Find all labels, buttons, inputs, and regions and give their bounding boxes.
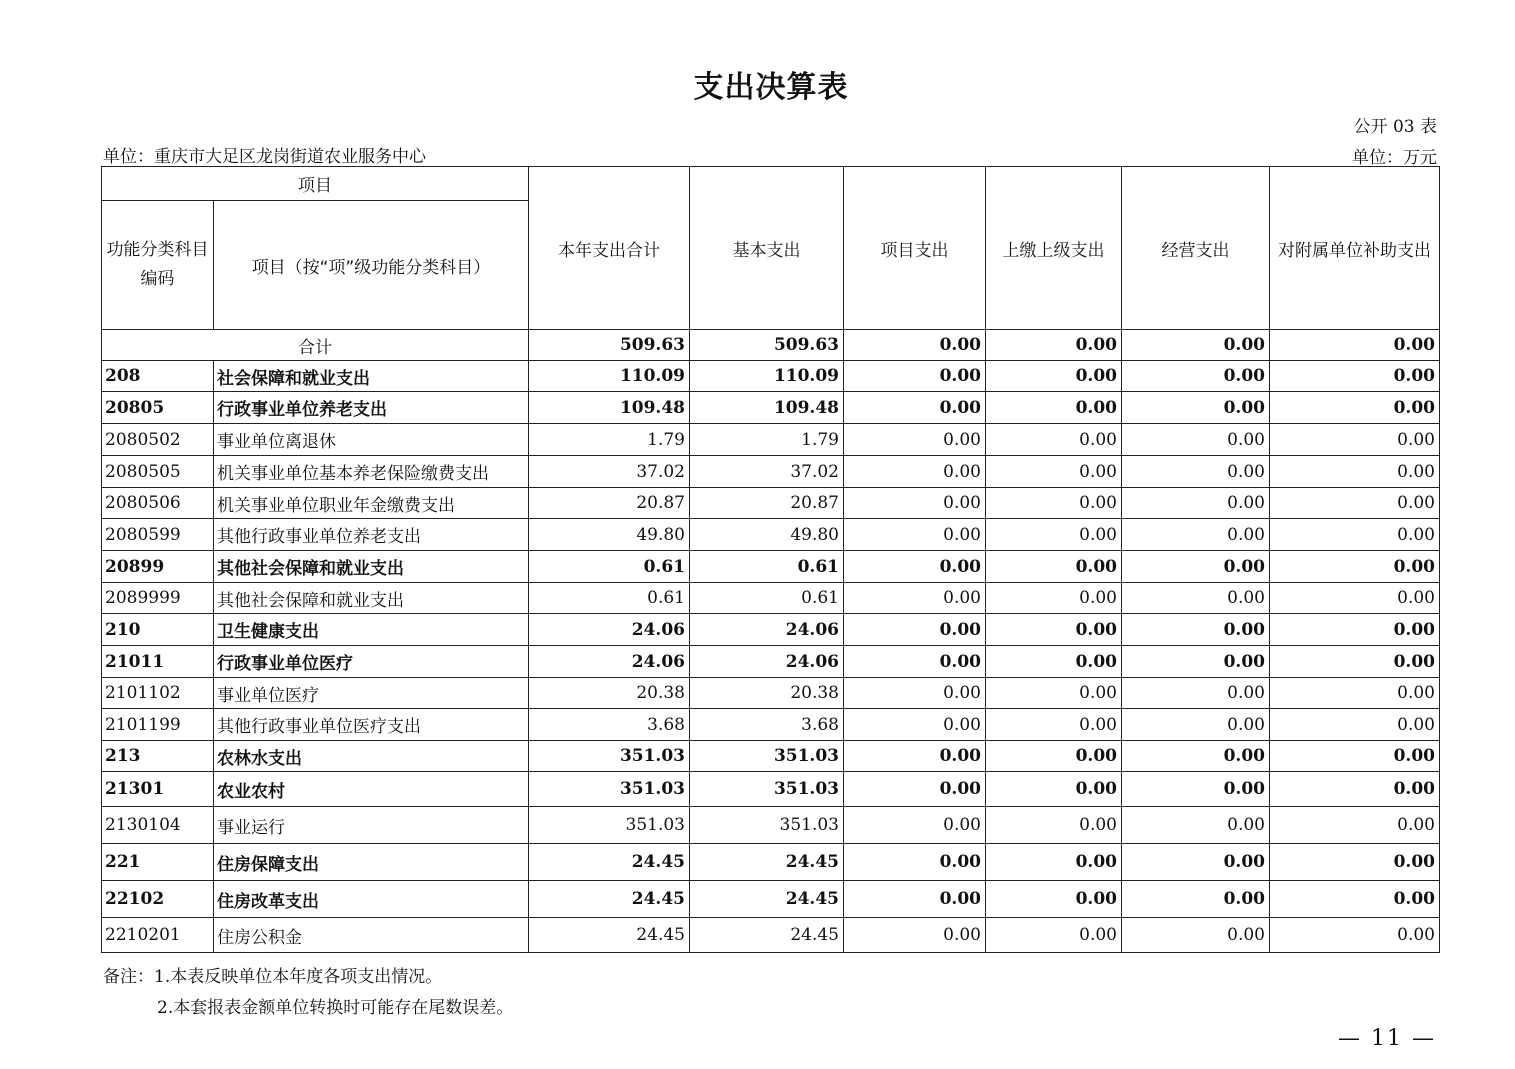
row-name: 事业单位离退休 — [214, 424, 529, 456]
row-value: 0.00 — [1122, 456, 1270, 488]
row-value: 0.00 — [844, 918, 986, 953]
row-value: 0.00 — [844, 772, 986, 807]
row-value: 0.00 — [1122, 881, 1270, 918]
table-row — [102, 424, 1440, 456]
row-value: 0.00 — [1270, 709, 1440, 741]
row-value: 109.48 — [529, 392, 690, 424]
row-value: 0.00 — [986, 646, 1122, 678]
row-value: 0.00 — [844, 392, 986, 424]
row-code: 20805 — [102, 392, 214, 424]
total-cell: 509.63 — [529, 330, 690, 361]
row-value: 0.00 — [1270, 488, 1440, 519]
row-value: 0.00 — [986, 709, 1122, 741]
row-name: 住房保障支出 — [214, 844, 529, 881]
header-total: 本年支出合计 — [529, 167, 690, 330]
total-cell: 509.63 — [690, 330, 844, 361]
row-code: 2080599 — [102, 519, 214, 551]
row-value: 0.00 — [1270, 741, 1440, 772]
row-value: 0.00 — [1122, 918, 1270, 953]
table-row — [102, 844, 1440, 881]
row-value: 1.79 — [529, 424, 690, 456]
organization-label: 单位：重庆市大足区龙岗街道农业服务中心 — [103, 147, 426, 167]
row-name: 事业运行 — [214, 807, 529, 844]
row-value: 0.00 — [986, 678, 1122, 709]
row-value: 0.61 — [690, 551, 844, 583]
row-value: 0.00 — [844, 741, 986, 772]
row-value: 0.00 — [1270, 772, 1440, 807]
table-body — [102, 330, 1440, 953]
row-name: 机关事业单位基本养老保险缴费支出 — [214, 456, 529, 488]
row-value: 20.38 — [529, 678, 690, 709]
table-row — [102, 456, 1440, 488]
row-value: 0.00 — [986, 551, 1122, 583]
header-upper-level: 上缴上级支出 — [986, 167, 1122, 330]
note-2: 2.本套报表金额单位转换时可能存在尾数误差。 — [157, 998, 514, 1018]
row-code: 2089999 — [102, 583, 214, 614]
row-value: 109.48 — [690, 392, 844, 424]
row-value: 351.03 — [690, 772, 844, 807]
row-value: 110.09 — [690, 361, 844, 392]
row-code: 22102 — [102, 881, 214, 918]
row-code: 2210201 — [102, 918, 214, 953]
notes — [103, 962, 513, 1024]
row-code: 21301 — [102, 772, 214, 807]
row-value: 20.87 — [529, 488, 690, 519]
row-value: 0.00 — [844, 456, 986, 488]
row-name: 农林水支出 — [214, 741, 529, 772]
row-value: 0.00 — [1122, 678, 1270, 709]
row-value: 0.00 — [844, 646, 986, 678]
row-value: 0.00 — [844, 807, 986, 844]
row-value: 24.45 — [529, 918, 690, 953]
row-value: 0.00 — [986, 741, 1122, 772]
row-value: 3.68 — [690, 709, 844, 741]
row-name: 卫生健康支出 — [214, 614, 529, 646]
row-value: 0.00 — [1270, 678, 1440, 709]
row-value: 37.02 — [690, 456, 844, 488]
row-value: 0.00 — [844, 424, 986, 456]
header-project: 项目 — [102, 167, 529, 201]
row-value: 0.00 — [844, 488, 986, 519]
row-value: 0.00 — [986, 488, 1122, 519]
table-row — [102, 807, 1440, 844]
row-code: 208 — [102, 361, 214, 392]
row-value: 0.00 — [1122, 772, 1270, 807]
row-value: 351.03 — [529, 772, 690, 807]
table-row — [102, 614, 1440, 646]
row-code: 2080506 — [102, 488, 214, 519]
row-value: 110.09 — [529, 361, 690, 392]
row-code: 2101199 — [102, 709, 214, 741]
row-value: 0.61 — [529, 583, 690, 614]
row-code: 20899 — [102, 551, 214, 583]
header-subsidy: 对附属单位补助支出 — [1270, 167, 1440, 330]
row-value: 0.00 — [1270, 519, 1440, 551]
row-value: 0.00 — [844, 614, 986, 646]
row-value: 0.00 — [1270, 614, 1440, 646]
row-value: 49.80 — [529, 519, 690, 551]
table-row — [102, 709, 1440, 741]
row-value: 0.00 — [986, 772, 1122, 807]
row-value: 0.00 — [1270, 881, 1440, 918]
row-name: 机关事业单位职业年金缴费支出 — [214, 488, 529, 519]
row-value: 0.00 — [1122, 583, 1270, 614]
row-value: 0.00 — [1270, 424, 1440, 456]
row-value: 0.00 — [986, 844, 1122, 881]
row-code: 213 — [102, 741, 214, 772]
row-value: 0.00 — [1270, 392, 1440, 424]
total-cell: 0.00 — [1122, 330, 1270, 361]
row-value: 0.00 — [986, 881, 1122, 918]
row-name: 其他社会保障和就业支出 — [214, 583, 529, 614]
row-value: 0.00 — [1270, 844, 1440, 881]
row-value: 0.00 — [1122, 646, 1270, 678]
row-value: 24.06 — [690, 646, 844, 678]
table-row — [102, 392, 1440, 424]
note-1: 备注：1.本表反映单位本年度各项支出情况。 — [103, 967, 443, 987]
row-value: 0.00 — [1270, 646, 1440, 678]
row-value: 351.03 — [529, 807, 690, 844]
row-name: 其他社会保障和就业支出 — [214, 551, 529, 583]
total-cell: 0.00 — [844, 330, 986, 361]
row-value: 24.06 — [529, 614, 690, 646]
row-code: 2130104 — [102, 807, 214, 844]
row-value: 0.00 — [986, 361, 1122, 392]
form-number: 公开 03 表 — [1353, 117, 1437, 137]
row-value: 0.61 — [529, 551, 690, 583]
table-row — [102, 772, 1440, 807]
row-value: 0.00 — [844, 709, 986, 741]
row-name: 事业单位医疗 — [214, 678, 529, 709]
row-value: 24.06 — [529, 646, 690, 678]
row-value: 0.00 — [1122, 807, 1270, 844]
row-value: 24.45 — [690, 844, 844, 881]
row-value: 24.06 — [690, 614, 844, 646]
table-row — [102, 583, 1440, 614]
table-header — [102, 167, 1440, 330]
table-row — [102, 881, 1440, 918]
total-label: 合计 — [102, 330, 529, 361]
row-code: 2080502 — [102, 424, 214, 456]
row-value: 0.00 — [1122, 551, 1270, 583]
row-value: 24.45 — [529, 881, 690, 918]
row-name: 其他行政事业单位医疗支出 — [214, 709, 529, 741]
row-value: 37.02 — [529, 456, 690, 488]
header-business: 经营支出 — [1122, 167, 1270, 330]
page-number: — 11 — — [1338, 1026, 1436, 1051]
row-value: 24.45 — [690, 881, 844, 918]
table-row — [102, 918, 1440, 953]
row-code: 2080505 — [102, 456, 214, 488]
total-cell: 0.00 — [986, 330, 1122, 361]
row-value: 20.38 — [690, 678, 844, 709]
header-basic: 基本支出 — [690, 167, 844, 330]
row-value: 0.00 — [986, 807, 1122, 844]
row-name: 其他行政事业单位养老支出 — [214, 519, 529, 551]
row-value: 0.00 — [986, 392, 1122, 424]
row-value: 0.00 — [986, 456, 1122, 488]
row-value: 0.00 — [1122, 709, 1270, 741]
row-value: 0.61 — [690, 583, 844, 614]
row-value: 0.00 — [1270, 456, 1440, 488]
row-value: 0.00 — [844, 361, 986, 392]
row-value: 24.45 — [529, 844, 690, 881]
row-value: 0.00 — [986, 519, 1122, 551]
row-value: 0.00 — [1122, 392, 1270, 424]
row-value: 3.68 — [529, 709, 690, 741]
row-code: 210 — [102, 614, 214, 646]
total-cell: 0.00 — [1270, 330, 1440, 361]
table-row — [102, 741, 1440, 772]
table-row — [102, 551, 1440, 583]
row-value: 351.03 — [690, 741, 844, 772]
header-code: 功能分类科目编码 — [102, 201, 214, 330]
row-value: 20.87 — [690, 488, 844, 519]
row-value: 0.00 — [1270, 551, 1440, 583]
row-name: 社会保障和就业支出 — [214, 361, 529, 392]
row-value: 1.79 — [690, 424, 844, 456]
row-value: 0.00 — [986, 614, 1122, 646]
row-value: 0.00 — [1122, 519, 1270, 551]
currency-unit-label: 单位：万元 — [1352, 148, 1437, 168]
row-code: 221 — [102, 844, 214, 881]
row-name: 住房改革支出 — [214, 881, 529, 918]
row-name: 住房公积金 — [214, 918, 529, 953]
row-value: 0.00 — [1270, 918, 1440, 953]
row-value: 0.00 — [1122, 488, 1270, 519]
row-value: 0.00 — [1122, 614, 1270, 646]
row-value: 351.03 — [690, 807, 844, 844]
row-value: 0.00 — [844, 583, 986, 614]
row-value: 0.00 — [844, 844, 986, 881]
row-value: 0.00 — [1270, 583, 1440, 614]
header-project-expense: 项目支出 — [844, 167, 986, 330]
row-value: 0.00 — [1122, 741, 1270, 772]
row-value: 49.80 — [690, 519, 844, 551]
row-value: 0.00 — [844, 881, 986, 918]
table-row — [102, 488, 1440, 519]
row-value: 0.00 — [1270, 361, 1440, 392]
table-row — [102, 361, 1440, 392]
row-name: 行政事业单位养老支出 — [214, 392, 529, 424]
expenditure-table — [101, 166, 1440, 953]
row-value: 0.00 — [986, 583, 1122, 614]
row-value: 24.45 — [690, 918, 844, 953]
row-value: 0.00 — [1122, 424, 1270, 456]
table-row — [102, 646, 1440, 678]
total-row — [102, 330, 1440, 361]
row-name: 行政事业单位医疗 — [214, 646, 529, 678]
row-value: 0.00 — [844, 551, 986, 583]
header-name: 项目（按“项”级功能分类科目） — [214, 201, 529, 330]
row-value: 0.00 — [844, 678, 986, 709]
table-row — [102, 519, 1440, 551]
row-value: 0.00 — [1270, 807, 1440, 844]
row-code: 2101102 — [102, 678, 214, 709]
row-value: 0.00 — [986, 918, 1122, 953]
row-value: 0.00 — [986, 424, 1122, 456]
row-code: 21011 — [102, 646, 214, 678]
table-row — [102, 678, 1440, 709]
row-value: 0.00 — [1122, 361, 1270, 392]
document-title: 支出决算表 — [693, 70, 849, 105]
row-value: 0.00 — [844, 519, 986, 551]
row-value: 0.00 — [1122, 844, 1270, 881]
row-name: 农业农村 — [214, 772, 529, 807]
row-value: 351.03 — [529, 741, 690, 772]
